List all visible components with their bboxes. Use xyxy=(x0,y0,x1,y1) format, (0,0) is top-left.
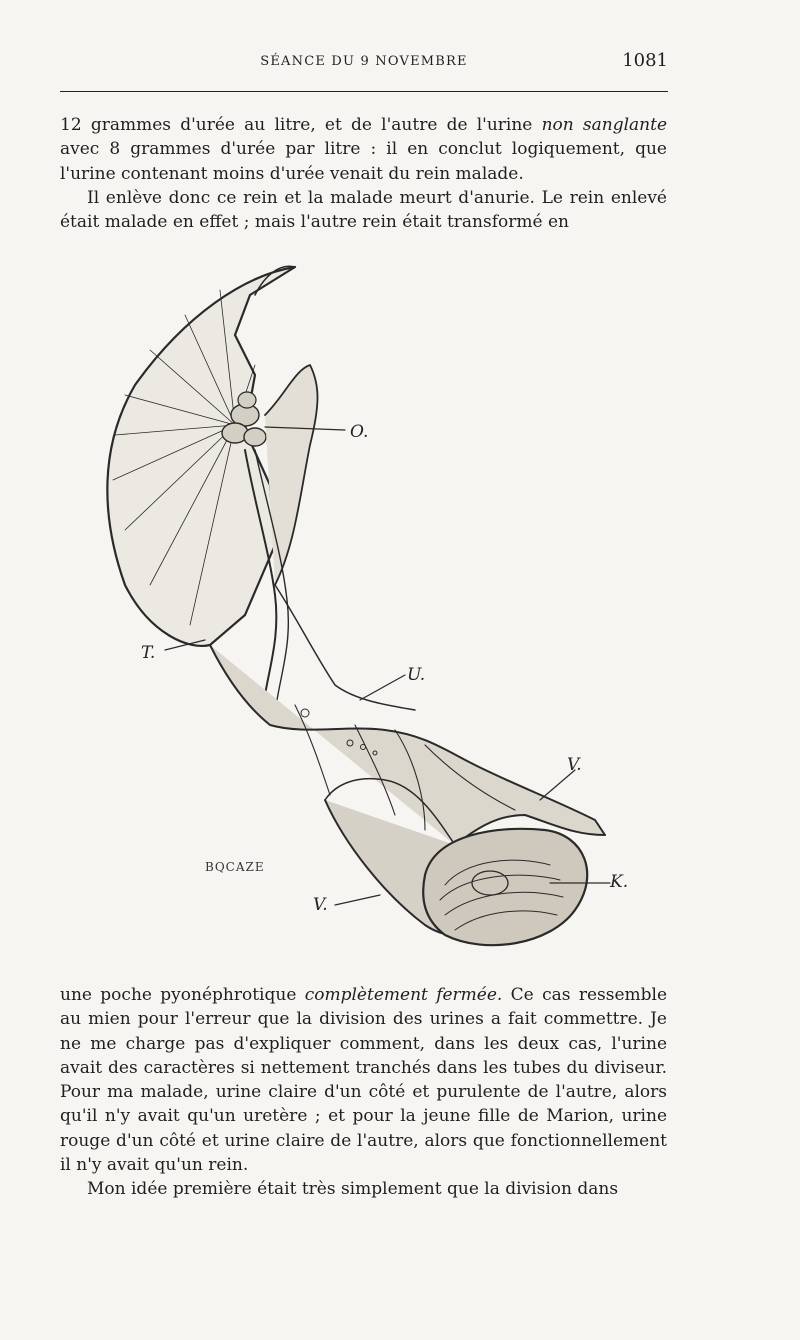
figure-label-u: U. xyxy=(407,665,426,685)
running-title: SÉANCE DU 9 NOVEMBRE xyxy=(260,54,468,69)
figure-label-v-right: V. xyxy=(567,755,582,775)
paragraph: Mon idée première était très simplement que la division dans xyxy=(87,1179,619,1200)
italic-text: complètement fermée. xyxy=(304,985,503,1005)
body-text-top xyxy=(60,113,667,234)
text-run: Ce cas ressemble au mien pour l'erreur que la division des urines a fait commettre. Je ne me charge pas d'expliquer comment, dans les deux cas, l'urine avait des caractères si nettement tranchés dans les tubes du diviseur. Pour ma malade, urine claire d'un côté et purulente de l'autre, alors qu'il n'y avait qu'un uretère ; et pour la jeune fille de Marion, urine rouge d'un côté et urine claire de l'autre, alors que fonctionnellement il n'y avait qu'un rein. xyxy=(60,985,668,1176)
page-number: 1081 xyxy=(622,50,668,71)
header-rule xyxy=(60,91,668,92)
text-run: avec 8 grammes d'urée par litre : il en conclut logiquement, que l'urine contenant moins d'urée venait du rein malade. xyxy=(60,139,667,184)
anatomical-figure xyxy=(95,255,655,960)
figure-label-o: O. xyxy=(350,422,369,442)
figure-label-k: K. xyxy=(610,872,629,892)
text-run: une poche pyonéphrotique xyxy=(60,985,305,1005)
figure-label-v-left: V. xyxy=(313,895,328,915)
paragraph: Il enlève donc ce rein et la malade meurt d'anurie. Le rein enlevé était malade en effet ; mais l'autre rein était transformé en xyxy=(60,187,667,233)
figure-label-t: T. xyxy=(141,643,156,663)
paragraph xyxy=(60,983,667,1177)
text-run: 12 grammes d'urée au litre, et de l'autre de l'urine xyxy=(60,115,542,135)
italic-text: non sanglante xyxy=(541,115,667,135)
paragraph xyxy=(60,113,667,186)
figure-illustration xyxy=(95,255,655,960)
artist-signature: BQCAZE xyxy=(205,860,265,874)
running-head xyxy=(60,52,668,82)
body-text-bottom xyxy=(60,983,667,1202)
